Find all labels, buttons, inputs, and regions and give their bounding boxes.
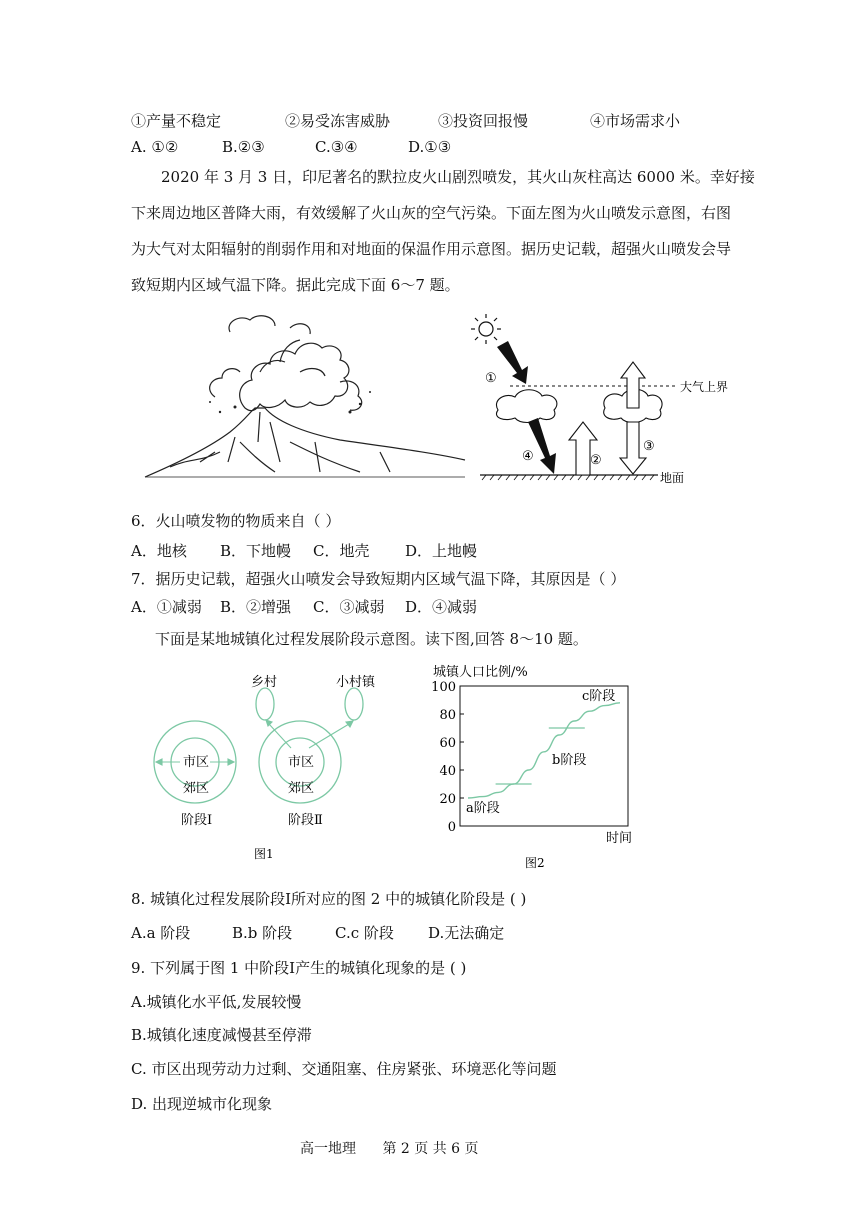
stage-a-label: a阶段 bbox=[466, 801, 500, 816]
atmosphere-top-label: 大气上界 bbox=[680, 380, 729, 394]
chart-xlabel: 时间 bbox=[606, 831, 633, 846]
q7-option-b: B．②增强 bbox=[220, 598, 292, 616]
stage2-city-label: 市区 bbox=[288, 755, 315, 770]
q9-option-d: D. 出现逆城市化现象 bbox=[131, 1095, 273, 1113]
town-label: 小村镇 bbox=[336, 675, 376, 690]
q7-option-a: A．①减弱 bbox=[131, 598, 202, 616]
atmosphere-radiation-diagram bbox=[470, 312, 740, 487]
q5-option-4: ④市场需求小 bbox=[590, 112, 681, 130]
marker-1: ① bbox=[485, 371, 497, 386]
figure-1-caption: 图1 bbox=[254, 847, 274, 861]
q8-option-c: C.c 阶段 bbox=[335, 924, 394, 942]
volcano-illustration bbox=[140, 312, 470, 487]
y-tick-label: 60 bbox=[439, 736, 456, 751]
village-ellipse bbox=[256, 688, 274, 720]
q6-option-b: B．下地幔 bbox=[220, 542, 292, 560]
marker-2: ② bbox=[590, 453, 602, 468]
ground-radiation-arrow bbox=[528, 418, 556, 474]
q8-option-a: A.a 阶段 bbox=[131, 924, 191, 942]
ground-label: 地面 bbox=[660, 471, 685, 485]
figure-1-urbanization-stages bbox=[148, 664, 418, 869]
question-7-stem: 7．据历史记载，超强火山喷发会导致短期内区域气温下降，其原因是（ ） bbox=[131, 570, 626, 588]
q5-choice-d: D.①③ bbox=[408, 138, 452, 156]
q5-choice-c: C.③④ bbox=[315, 138, 358, 156]
stage1-city-label: 市区 bbox=[183, 755, 210, 770]
q6-option-a: A．地核 bbox=[131, 542, 187, 560]
question-9-stem: 9. 下列属于图 1 中阶段Ⅰ产生的城镇化现象的是 ( ) bbox=[131, 959, 467, 977]
q7-option-d: D．④减弱 bbox=[405, 598, 478, 616]
intro-line: 致短期内区域气温下降。据此完成下面 6～7 题。 bbox=[131, 276, 460, 294]
q5-option-3: ③投资回报慢 bbox=[438, 112, 529, 130]
q8-option-d: D.无法确定 bbox=[428, 924, 505, 942]
town-ellipse bbox=[345, 688, 363, 720]
intro-line: 2020 年 3 月 3 日，印尼著名的默拉皮火山剧烈喷发，其火山灰柱高达 6000 米。幸好接 bbox=[161, 168, 755, 186]
q9-option-c: C. 市区出现劳动力过剩、交通阻塞、住房紧张、环境恶化等问题 bbox=[131, 1060, 557, 1078]
village-label: 乡村 bbox=[251, 675, 278, 690]
question-8-stem: 8. 城镇化过程发展阶段Ⅰ所对应的图 2 中的城镇化阶段是 ( ) bbox=[131, 890, 527, 908]
q9-option-b: B.城镇化速度减慢甚至停滞 bbox=[131, 1026, 312, 1044]
q5-option-2: ②易受冻害威胁 bbox=[285, 112, 391, 130]
marker-4: ④ bbox=[522, 449, 534, 464]
stage-b-label: b阶段 bbox=[552, 753, 587, 768]
page-footer bbox=[300, 1138, 501, 1158]
y-tick-label: 0 bbox=[447, 820, 456, 835]
y-tick-label: 80 bbox=[439, 708, 456, 723]
chart-ylabel: 城镇人口比例/% bbox=[433, 665, 528, 680]
urbanization-curve-line bbox=[468, 703, 620, 798]
stage2-label: 阶段Ⅱ bbox=[288, 813, 323, 828]
figure-2-urbanization-curve bbox=[420, 660, 640, 872]
intro-line: 下来周边地区普降大雨，有效缓解了火山灰的空气污染。下面左图为火山喷发示意图，右图 bbox=[131, 204, 732, 222]
intro-8-10: 下面是某地城镇化过程发展阶段示意图。读下图,回答 8～10 题。 bbox=[155, 630, 588, 648]
footer-page-number: 第 2 页 共 6 页 bbox=[382, 1141, 479, 1157]
stage1-suburb-label: 郊区 bbox=[183, 781, 210, 796]
question-6-stem: 6．火山喷发物的物质来自（ ） bbox=[131, 512, 341, 530]
cloud-left bbox=[496, 390, 556, 423]
stage1-label: 阶段Ⅰ bbox=[181, 813, 213, 828]
intro-line: 为大气对太阳辐射的削弱作用和对地面的保温作用示意图。据历史记载，超强火山喷发会导 bbox=[131, 240, 732, 258]
incoming-radiation-arrow bbox=[497, 341, 528, 384]
q5-choice-a: A. ①② bbox=[131, 138, 179, 156]
marker-3: ③ bbox=[643, 439, 655, 454]
y-tick-label: 40 bbox=[439, 764, 456, 779]
q6-option-c: C．地壳 bbox=[313, 542, 370, 560]
figure-2-caption: 图2 bbox=[525, 856, 545, 870]
stage2-suburb-label: 郊区 bbox=[288, 781, 315, 796]
q7-option-c: C．③减弱 bbox=[313, 598, 385, 616]
q8-option-b: B.b 阶段 bbox=[232, 924, 293, 942]
q5-choice-b: B.②③ bbox=[222, 138, 265, 156]
y-tick-label: 100 bbox=[431, 680, 456, 695]
q6-option-d: D．上地幔 bbox=[405, 542, 478, 560]
q9-option-a: A.城镇化水平低,发展较慢 bbox=[131, 993, 302, 1011]
stage-c-label: c阶段 bbox=[582, 689, 616, 704]
footer-subject: 高一地理 bbox=[300, 1141, 356, 1157]
y-tick-label: 20 bbox=[439, 792, 456, 807]
intro-paragraph-6-7 bbox=[131, 159, 755, 303]
q5-option-1: ①产量不稳定 bbox=[131, 112, 222, 130]
sun-icon bbox=[471, 314, 501, 344]
